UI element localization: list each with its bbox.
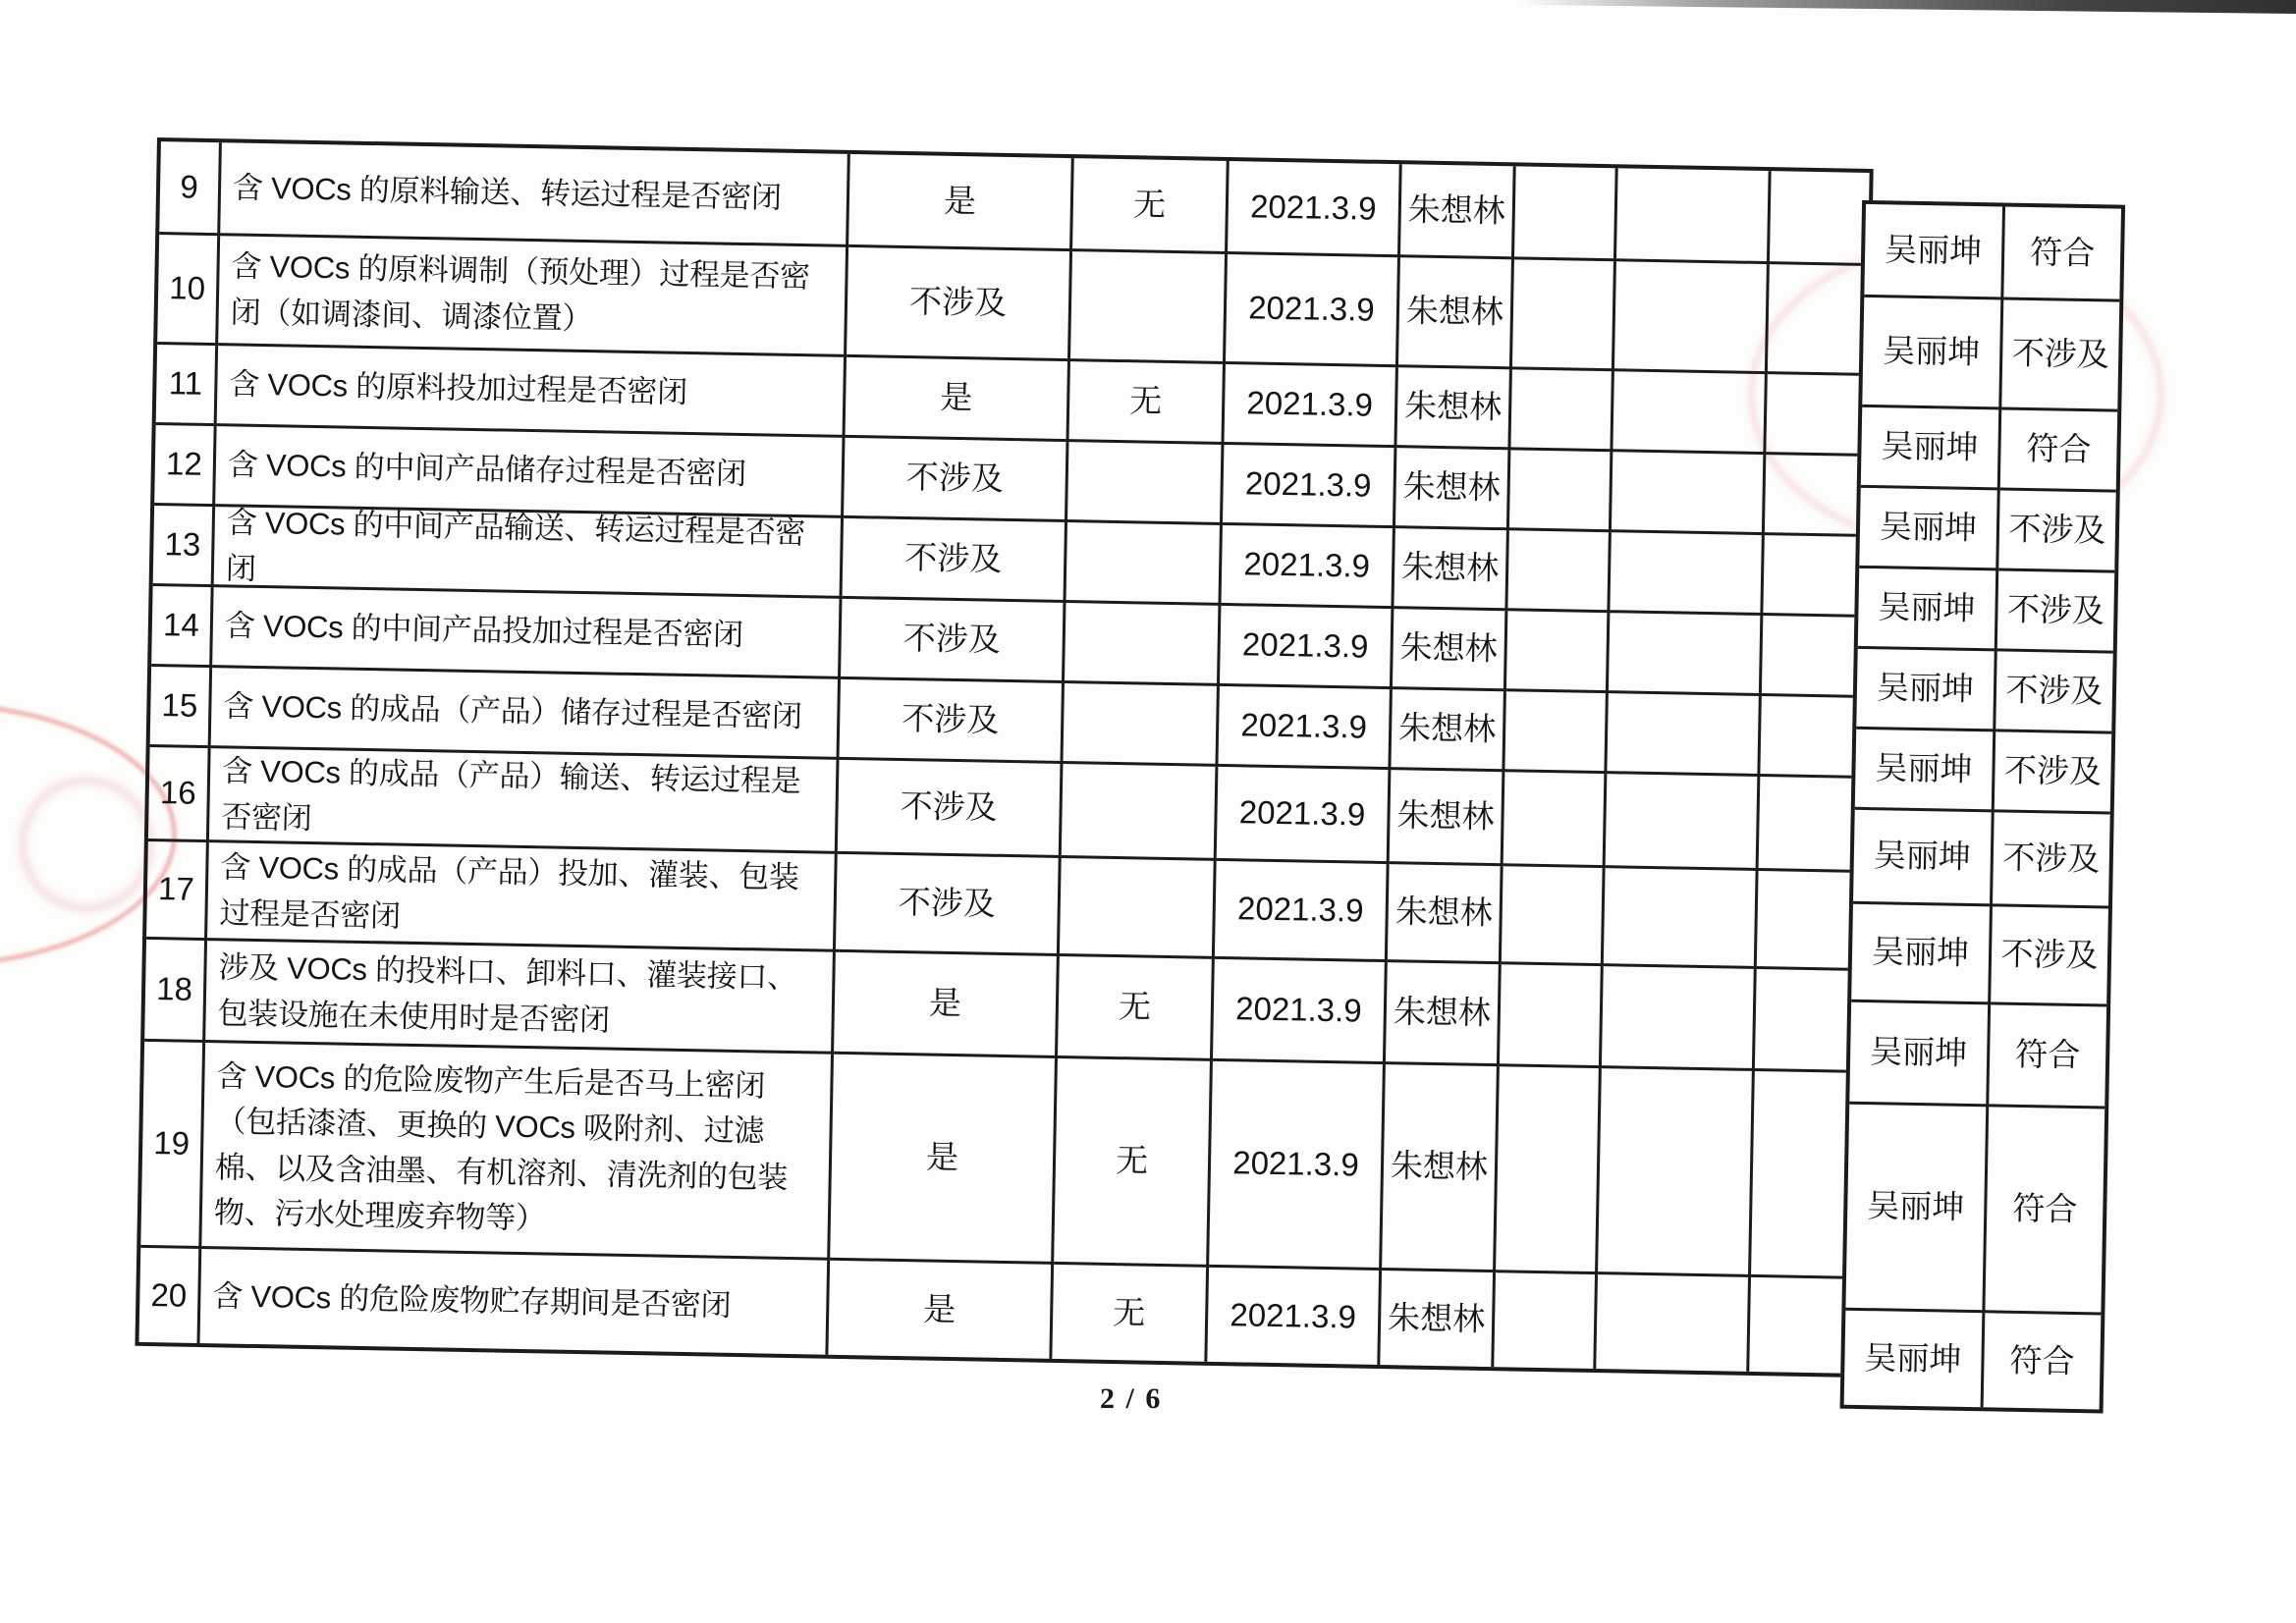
reviewer-signature: 吴丽坤 [1851,904,1993,1005]
inspection-answer: 不涉及 [844,438,1068,522]
review-conclusion: 不涉及 [1991,906,2108,1006]
inspector-signature: 朱想林 [1398,257,1514,369]
blank-cell [1602,966,1757,1071]
review-conclusion: 符合 [1989,1004,2106,1109]
problem-found: 无 [1072,158,1230,254]
problem-found: 无 [1058,956,1215,1061]
reviewer-signature: 吴丽坤 [1849,1002,1991,1108]
review-conclusion: 符合 [2000,409,2117,492]
review-conclusion: 不涉及 [2001,299,2119,411]
inspection-date: 2021.3.9 [1207,1268,1382,1365]
inspection-answer: 不涉及 [847,247,1072,361]
blank-cell [1504,691,1608,774]
inspection-answer: 是 [848,154,1074,251]
blank-cell [1749,1277,1849,1374]
reviewer-signature: 吴丽坤 [1864,204,2005,300]
inspection-date: 2021.3.9 [1218,686,1392,770]
problem-found: 无 [1054,1058,1213,1268]
inspector-signature: 朱想林 [1394,528,1508,611]
blank-cell [1598,1068,1755,1277]
inspection-item: 含 VOCs 的中间产品输送、转运过程是否密闭 [214,507,844,599]
inspector-signature: 朱想林 [1396,367,1511,450]
problem-found [1060,858,1217,959]
problem-found [1067,442,1224,525]
reviewer-signature: 吴丽坤 [1845,1105,1989,1314]
inspection-item: 含 VOCs 的危险废物产生后是否马上密闭（包括漆渣、更换的 VOCs 吸附剂、过滤棉、以及含油墨、有机溶剂、清洗剂的包装物、污水处理废弃物等） [201,1043,834,1261]
blank-cell [1614,261,1770,374]
reviewer-signature: 吴丽坤 [1853,810,1995,907]
inspection-answer: 不涉及 [841,599,1066,683]
review-conclusion: 符合 [2009,1341,2075,1380]
blank-cell [1763,535,1862,618]
inspection-item: 含 VOCs 的原料调制（预处理）过程是否密闭（如调漆间、调漆位置） [218,236,848,357]
blank-cell [1496,1066,1602,1274]
review-conclusion: 符合 [1985,1107,2105,1315]
inspection-answer: 不涉及 [838,760,1064,858]
blank-cell [1768,264,1868,376]
inspector-signature: 朱想林 [1400,164,1516,259]
blank-cell [1500,964,1604,1068]
inspection-date: 2021.3.9 [1226,254,1400,367]
blank-cell [1762,616,1861,698]
inspection-answer: 是 [828,1261,1054,1359]
inspection-date: 2021.3.9 [1228,161,1402,257]
row-number: 15 [150,667,212,748]
review-columns-table [1840,200,2126,1414]
blank-cell [1512,259,1616,371]
inspection-item: 涉及 VOCs 的投料口、卸料口、灌装接口、包装设施在未使用时是否密闭 [205,941,836,1055]
inspection-item: 含 VOCs 的成品（产品）投加、灌装、包装过程是否密闭 [207,842,838,952]
inspector-signature: 朱想林 [1391,689,1505,772]
scanner-edge-artifact [1517,0,2296,14]
reviewer-signature: 吴丽坤 [1844,1311,1986,1408]
inspection-answer: 是 [834,952,1060,1058]
inspector-signature: 朱想林 [1388,864,1503,964]
inspection-date: 2021.3.9 [1215,861,1390,962]
scanned-sheet [135,137,2110,1380]
blank-cell [1610,532,1764,616]
blank-cell [1514,166,1618,261]
blank-cell [1509,450,1613,532]
problem-found [1066,522,1222,606]
row-number: 14 [151,586,213,668]
blank-cell [1770,171,1870,266]
inspection-date: 2021.3.9 [1221,525,1394,609]
blank-cell [1502,866,1606,966]
row-number: 11 [156,345,218,426]
blank-cell [1765,455,1864,537]
blank-cell [1510,369,1613,452]
inspection-date: 2021.3.9 [1213,959,1388,1064]
review-conclusion: 不涉及 [1993,812,2110,908]
page-number: 2 / 6 [1100,1382,1163,1415]
problem-found [1062,764,1219,861]
review-conclusion: 符合 [2003,206,2121,301]
inspection-date: 2021.3.9 [1209,1061,1386,1271]
reviewer-signature: 吴丽坤 [1856,649,1996,732]
reviewer-signature: 吴丽坤 [1859,488,1999,571]
reviewer-signature: 吴丽坤 [1861,407,2001,491]
row-number: 16 [148,747,211,842]
inspection-answer: 不涉及 [843,518,1067,603]
inspection-item: 含 VOCs 的原料输送、转运过程是否密闭 [220,142,850,247]
inspection-answer: 是 [846,357,1070,442]
blank-cell [1606,774,1761,871]
blank-cell [1760,696,1859,779]
inspection-item: 含 VOCs 的成品（产品）输送、转运过程是否密闭 [209,748,840,854]
inspection-date: 2021.3.9 [1223,445,1396,528]
inspection-item: 含 VOCs 的成品（产品）储存过程是否密闭 [211,668,841,760]
blank-cell [1607,693,1761,777]
row-number: 20 [139,1248,202,1343]
inspector-signature: 朱想林 [1393,609,1507,691]
blank-cell [1507,530,1611,613]
inspection-table [135,137,1873,1378]
blank-cell [1596,1274,1751,1372]
blank-cell [1755,969,1855,1073]
blank-cell [1616,168,1772,264]
inspection-item: 含 VOCs 的原料投加过程是否密闭 [217,346,847,438]
inspection-answer: 不涉及 [840,679,1065,764]
blank-cell [1613,371,1767,455]
blank-cell [1766,374,1865,457]
blank-cell [1751,1071,1853,1279]
row-number: 9 [159,141,222,236]
blank-cell [1612,452,1766,535]
review-conclusion: 不涉及 [1998,490,2115,572]
blank-cell [1759,777,1859,873]
problem-found [1063,683,1219,767]
row-number: 18 [144,940,207,1043]
inspector-signature: 朱想林 [1380,1271,1496,1367]
review-conclusion: 不涉及 [1995,651,2112,733]
blank-cell [1757,871,1857,971]
reviewer-signature: 吴丽坤 [1862,298,2003,410]
blank-cell [1609,613,1763,696]
blank-cell [1503,772,1608,868]
inspector-signature: 朱想林 [1382,1064,1500,1272]
inspection-date: 2021.3.9 [1220,606,1394,689]
review-conclusion: 不涉及 [1995,731,2111,814]
inspection-item: 含 VOCs 的中间产品投加过程是否密闭 [212,587,842,679]
blank-cell [1506,611,1610,693]
row-number: 19 [140,1042,205,1249]
reviewer-signature: 吴丽坤 [1858,568,1998,652]
problem-found [1065,603,1221,686]
inspection-item: 含 VOCs 的危险废物贮存期间是否密闭 [200,1249,831,1355]
inspection-item: 含 VOCs 的中间产品储存过程是否密闭 [215,426,845,518]
inspection-date: 2021.3.9 [1224,364,1397,448]
row-number: 12 [154,425,216,507]
inspection-answer: 不涉及 [836,854,1062,956]
review-conclusion: 不涉及 [1997,570,2114,653]
row-number: 17 [146,841,209,941]
problem-found: 无 [1052,1265,1209,1362]
inspector-signature: 朱想林 [1395,448,1510,530]
inspection-date: 2021.3.9 [1217,767,1392,864]
inspection-answer: 是 [830,1055,1058,1265]
blank-cell [1604,868,1759,969]
red-stamp-smudge-icon [18,776,155,913]
problem-found: 无 [1068,361,1225,445]
reviewer-signature: 吴丽坤 [1855,730,1995,813]
blank-cell [1494,1272,1598,1369]
inspector-signature: 朱想林 [1390,770,1505,866]
inspector-signature: 朱想林 [1386,962,1502,1066]
row-number: 13 [153,506,215,587]
row-number: 10 [157,235,220,346]
problem-found [1070,251,1228,364]
